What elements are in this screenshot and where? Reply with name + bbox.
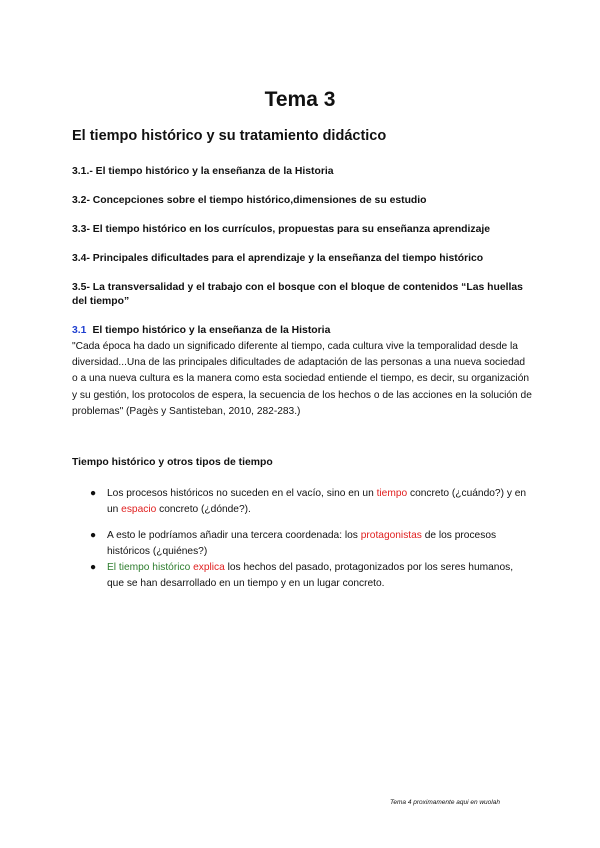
page-title: Tema 3 xyxy=(264,88,336,111)
toc-item-3-4: 3.4- Principales dificultades para el aprendizaje y la enseñanza del tiempo histórico xyxy=(72,253,484,264)
section-heading xyxy=(72,325,330,336)
bullet-dot-icon: ● xyxy=(90,530,97,541)
toc-item-3-3: 3.3- El tiempo histórico en los currículos, propuestas para su enseñanza aprendizaje xyxy=(72,224,491,235)
section-heading-text: El tiempo histórico y la enseñanza de la Historia xyxy=(92,325,331,336)
highlight-explica: explica xyxy=(190,562,225,573)
highlight-tiempo: tiempo xyxy=(376,488,408,499)
subheading: Tiempo histórico y otros tipos de tiempo xyxy=(72,457,273,468)
bullet-list-2 xyxy=(90,528,530,592)
toc-item-3-5: 3.5- La transversalidad y el trabajo con el bosque con el bloque de contenidos “Las huellas del tiempo” xyxy=(72,282,523,307)
list-item: ● El tiempo histórico explica los hechos del pasado, protagonizados por los seres humanos, que se han desarrollado en un tiempo y en un lugar concreto. xyxy=(90,562,514,589)
list-item: ● A esto le podríamos añadir una tercera coordenada: los protagonistas de los procesos históricos (¿quiénes?) xyxy=(90,530,497,557)
list-item: ● Los procesos históricos no suceden en el vacío, sino en un tiempo concreto (¿cuándo?) y en un espacio concreto (¿dónde?). xyxy=(90,488,527,515)
footer-note: Tema 4 proximamente aqui en wuolah xyxy=(390,799,500,806)
bullet-dot-icon: ● xyxy=(90,562,97,573)
bullet-dot-icon: ● xyxy=(90,488,97,499)
section-number: 3.1 xyxy=(72,325,87,336)
highlight-espacio: espacio xyxy=(121,504,157,515)
page-subtitle: El tiempo histórico y su tratamiento didáctico xyxy=(72,128,387,144)
section-quote: "Cada época ha dado un significado diferente al tiempo, cada cultura vive la temporalidad desde la diversidad...Una de las principales dificultades de adaptación de las personas a una nueva sociedad o a una nueva cultura es la manera como esta sociedad entiende el tiempo, es decir, su organización y su gestión, los protocolos de espera, la secuencia de los hechos o de las acciones en la solución de problemas" (Pagès y Santisteban, 2010, 282-283.) xyxy=(72,341,532,417)
highlight-tiempo-historico: El tiempo histórico xyxy=(107,562,191,573)
toc-item-3-2: 3.2- Concepciones sobre el tiempo histórico,dimensiones de su estudio xyxy=(72,195,427,206)
bullet-list-1 xyxy=(90,486,530,518)
highlight-protagonistas: protagonistas xyxy=(360,530,422,541)
toc-item-3-1: 3.1.- El tiempo histórico y la enseñanza de la Historia xyxy=(72,166,334,177)
